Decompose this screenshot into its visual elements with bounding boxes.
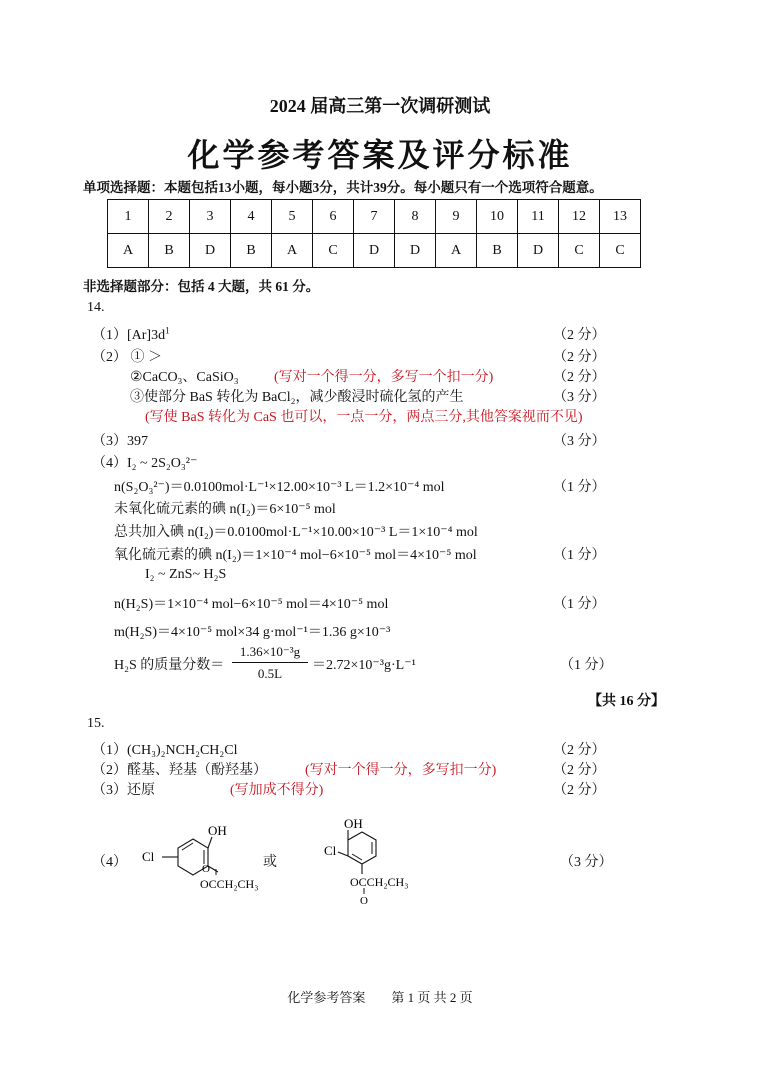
answer-cell: A [108, 234, 149, 268]
q14-part1 [92, 324, 170, 344]
oh-bond [208, 837, 212, 848]
answer-cell: C [559, 234, 600, 268]
answer-cell: B [477, 234, 518, 268]
struct-b-oh: OH [344, 816, 363, 831]
q15-part1-score: （2 分） [553, 743, 606, 758]
q14-calc-line6: n(H₂S)＝1×10⁻⁴ mol−6×10⁻⁵ mol＝4×10⁻⁵ mol [114, 597, 389, 612]
structure-b-diagram [322, 812, 432, 907]
q15-part3-note: (写加成不得分) [230, 783, 324, 798]
struct-b-o: O [360, 895, 368, 907]
q14-part2-score: （2 分） [553, 350, 606, 365]
struct-a-cl: Cl [142, 849, 155, 864]
question-number-cell: 1 [108, 200, 149, 234]
question-number-cell: 11 [518, 200, 559, 234]
q14-calc-line3: 总共加入碘 n(I₂)＝0.0100mol·L⁻¹×10.00×10⁻³ L＝1×10⁻⁴ mol [114, 525, 478, 540]
q14-part2: （2） ① ＞ [92, 350, 162, 365]
q15-part2-score: （2 分） [553, 763, 606, 778]
question-number-cell: 4 [231, 200, 272, 234]
exam-title: 2024 届高三第一次调研测试 [269, 96, 491, 116]
q15-part1: （1）(CH₃)₂NCH₂CH₂Cl [92, 743, 238, 758]
nonmcq-instruction: 非选择题部分：包括 4 大题，共 61 分。 [83, 279, 320, 294]
q15-part4-score: （3 分） [560, 855, 613, 870]
q15-part3: （3）还原 [92, 783, 155, 798]
q14-calc-line5: I₂ ~ ZnS~ H₂S [145, 567, 227, 582]
struct-b-cl: Cl [324, 843, 337, 858]
q14-part2c-score: （3 分） [553, 390, 606, 405]
struct-a-oh: OH [208, 823, 227, 838]
q14-part2b: ②CaCO₃、CaSiO₃ [130, 370, 239, 385]
question-number-cell: 13 [600, 200, 641, 234]
q14-part4: （4）I₂ ~ 2S₂O₃²⁻ [92, 456, 198, 471]
q14-part2b-note: (写对一个得一分，多写一个扣一分) [274, 370, 494, 385]
answer-cell: B [149, 234, 190, 268]
question-number-cell: 6 [313, 200, 354, 234]
q14-calc-line4-score: （1 分） [553, 548, 606, 563]
q14-part3: （3）397 [92, 434, 148, 449]
q14-fraction-bar [232, 662, 308, 663]
q14-part2c: ③使部分 BaS 转化为 BaCl₂，减少酸浸时硫化氢的产生 [130, 390, 464, 405]
answer-cell: D [395, 234, 436, 268]
answer-cell: C [313, 234, 354, 268]
q15-part4: （4） [92, 855, 127, 870]
question-number-cell: 3 [190, 200, 231, 234]
q14-calc-line8-prefix: H₂S 的质量分数＝ [114, 658, 225, 673]
answer-cell: A [436, 234, 477, 268]
structure-a-diagram [138, 815, 268, 895]
page-footer: 化学参考答案 第 1 页 共 2 页 [287, 990, 473, 1005]
struct-b-ester: OCCH₂CH₃ [350, 875, 409, 889]
q14-calc-line4: 氧化硫元素的碘 n(I₂)＝1×10⁻⁴ mol−6×10⁻⁵ mol＝4×10⁻⁵ mol [114, 548, 477, 563]
answer-cell: C [600, 234, 641, 268]
q14-part3-score: （3 分） [553, 434, 606, 449]
answer-cell: B [231, 234, 272, 268]
q15-part4-or: 或 [263, 855, 277, 870]
question-number-cell: 9 [436, 200, 477, 234]
question-number-cell: 12 [559, 200, 600, 234]
document-title: 化学参考答案及评分标准 [187, 137, 573, 173]
q14-part2c-note: (写使 BaS 转化为 CaS 也可以，一点一分，两点三分,其他答案视而不见) [145, 410, 583, 425]
question-number-cell: 10 [477, 200, 518, 234]
question-number-cell: 8 [395, 200, 436, 234]
q14-calc-line2: 未氧化硫元素的碘 n(I₂)＝6×10⁻⁵ mol [114, 502, 336, 517]
q14-calc-line8-suffix: ＝2.72×10⁻³g·L⁻¹ [312, 658, 416, 673]
q15-number: 15. [87, 716, 105, 731]
q14-calc-line7: m(H₂S)＝4×10⁻⁵ mol×34 g·mol⁻¹＝1.36 g×10⁻³ [114, 625, 391, 640]
question-number-cell: 5 [272, 200, 313, 234]
question-number-cell: 7 [354, 200, 395, 234]
q14-part1-score: （2 分） [553, 328, 606, 343]
struct-a-ester: OCCH₂CH₃ [200, 877, 259, 891]
q14-part1-sup: 1 [165, 325, 170, 336]
q15-part2: （2）醛基、羟基（酚羟基） [92, 763, 267, 778]
answer-table [107, 199, 641, 268]
q14-part2b-score: （2 分） [553, 370, 606, 385]
q14-number: 14. [87, 300, 105, 315]
q14-calc-line8-score: （1 分） [560, 658, 613, 673]
q15-part2-note: (写对一个得一分，多写扣一分) [305, 763, 497, 778]
q14-total: 【共 16 分】 [588, 694, 665, 709]
answer-table-numbers-row [108, 200, 641, 234]
struct-a-o: O [202, 863, 210, 875]
answer-cell: D [190, 234, 231, 268]
q14-fraction-denominator: 0.5L [257, 666, 283, 681]
q14-calc-line6-score: （1 分） [553, 597, 606, 612]
answer-table-answers-row [108, 234, 641, 268]
answer-cell: D [518, 234, 559, 268]
cl-bond [338, 852, 348, 856]
q14-calc-line1-score: （1 分） [553, 480, 606, 495]
q14-calc-line1: n(S₂O₃²⁻)＝0.0100mol·L⁻¹×12.00×10⁻³ L＝1.2×10⁻⁴ mol [114, 480, 445, 495]
question-number-cell: 2 [149, 200, 190, 234]
answer-cell: A [272, 234, 313, 268]
answer-cell: D [354, 234, 395, 268]
mcq-instruction: 单项选择题：本题包括13小题，每小题3分，共计39分。每小题只有一个选项符合题意。 [83, 180, 603, 195]
q14-part1-text: （1）[Ar]3d [92, 328, 166, 343]
q15-part3-score: （2 分） [553, 783, 606, 798]
q14-fraction-numerator: 1.36×10⁻³g [239, 644, 301, 659]
